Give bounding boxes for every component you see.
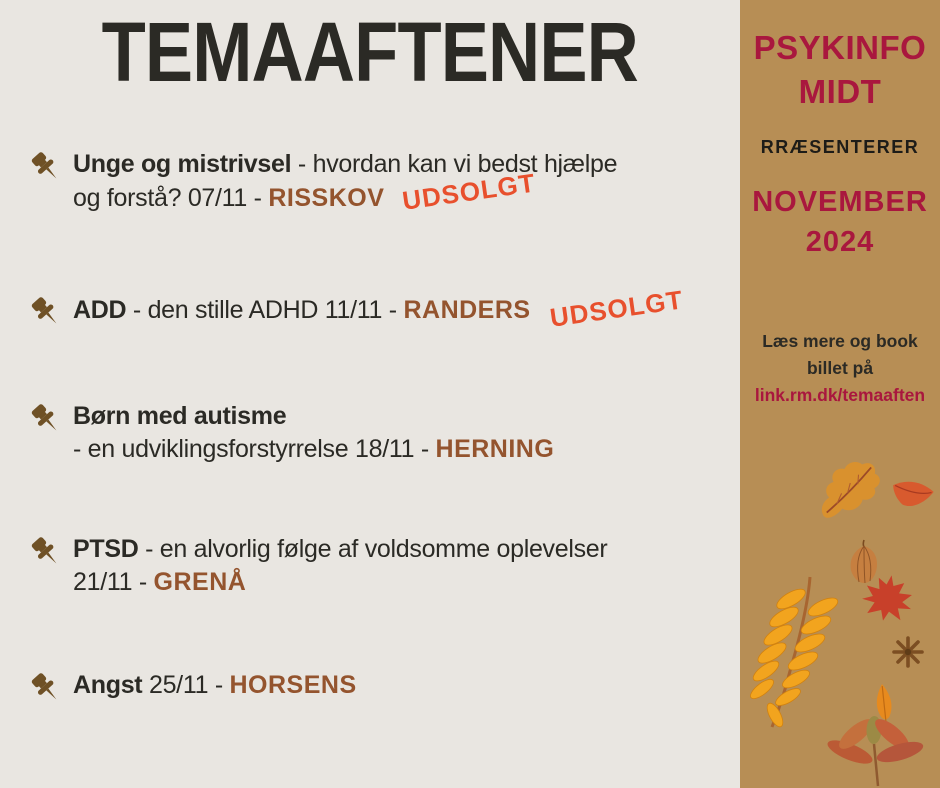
event-item-add: [28, 284, 685, 333]
pushpin-icon: [28, 534, 64, 570]
star-anise-icon: [890, 634, 926, 670]
booking-info-line-1: Læs mere og book: [762, 331, 918, 351]
month-line-2: 2024: [805, 226, 875, 258]
event-line-1: [73, 400, 554, 433]
small-red-leaf-icon: [888, 475, 938, 515]
event-title: Angst: [73, 671, 143, 699]
pushpin-icon: [28, 149, 64, 185]
event-location: RISSKOV: [268, 184, 385, 212]
event-item-born-med-autisme: [28, 400, 554, 466]
event-title: Børn med autisme: [73, 402, 287, 430]
pushpin-icon: [28, 294, 64, 330]
event-title: Unge og mistrivsel: [73, 150, 292, 178]
event-description: - den stille ADHD 11/11 -: [126, 296, 404, 324]
oak-leaf-icon: [804, 451, 898, 529]
event-title: ADD: [73, 296, 127, 324]
rowan-leaf-icon: [748, 575, 866, 733]
month-title: [740, 182, 940, 262]
event-line-1: [73, 669, 357, 702]
event-description: - en alvorlig følge af voldsomme oplevelser: [138, 535, 608, 563]
event-date: og forstå? 07/11 -: [73, 184, 269, 212]
event-date: 21/11 -: [73, 568, 154, 596]
pushpin-icon: [28, 401, 64, 437]
event-text: [73, 669, 357, 702]
event-text: [73, 148, 617, 215]
month-line-1: NOVEMBER: [752, 186, 928, 218]
event-description: - hvordan kan vi bedst hjælpe: [291, 150, 618, 178]
booking-info-line-2: billet på: [806, 358, 874, 378]
event-location: HERNING: [435, 435, 555, 463]
event-item-unge-og-mistrivsel: [28, 148, 617, 215]
event-location: RANDERS: [403, 296, 531, 324]
brand-line-2: MIDT: [798, 73, 882, 110]
soldout-badge: UDSOLGT: [400, 167, 538, 216]
event-text: [73, 400, 554, 466]
brand-line-1: PSYKINFO: [753, 29, 927, 66]
event-line-1: [73, 148, 617, 181]
event-line-1: [73, 284, 685, 333]
event-location: GRENÅ: [153, 568, 247, 596]
page-title: [0, 6, 740, 98]
soldout-badge: UDSOLGT: [547, 284, 685, 333]
brand-title: [740, 26, 940, 114]
event-text: [73, 533, 607, 599]
event-description: - en udviklingsforstyrrelse 18/11 -: [73, 435, 436, 463]
creeper-leaf-icon: [818, 716, 930, 788]
event-line-2: [73, 433, 554, 466]
event-location: HORSENS: [229, 671, 357, 699]
event-text: [73, 284, 685, 333]
event-title: PTSD: [73, 535, 139, 563]
event-item-ptsd: [28, 533, 607, 599]
event-line-2: [73, 167, 617, 216]
booking-info: [740, 328, 940, 382]
presents-label: RRÆSENTERER: [760, 137, 920, 157]
booking-link: link.rm.dk/temaaften: [754, 385, 926, 405]
page-title-text: TEMAAFTENER: [101, 5, 639, 99]
event-line-1: [73, 533, 607, 566]
sidebar: [740, 0, 940, 788]
event-date: 25/11 -: [142, 671, 230, 699]
pushpin-icon: [28, 670, 64, 706]
event-line-2: [73, 566, 607, 599]
event-item-angst: [28, 669, 357, 706]
